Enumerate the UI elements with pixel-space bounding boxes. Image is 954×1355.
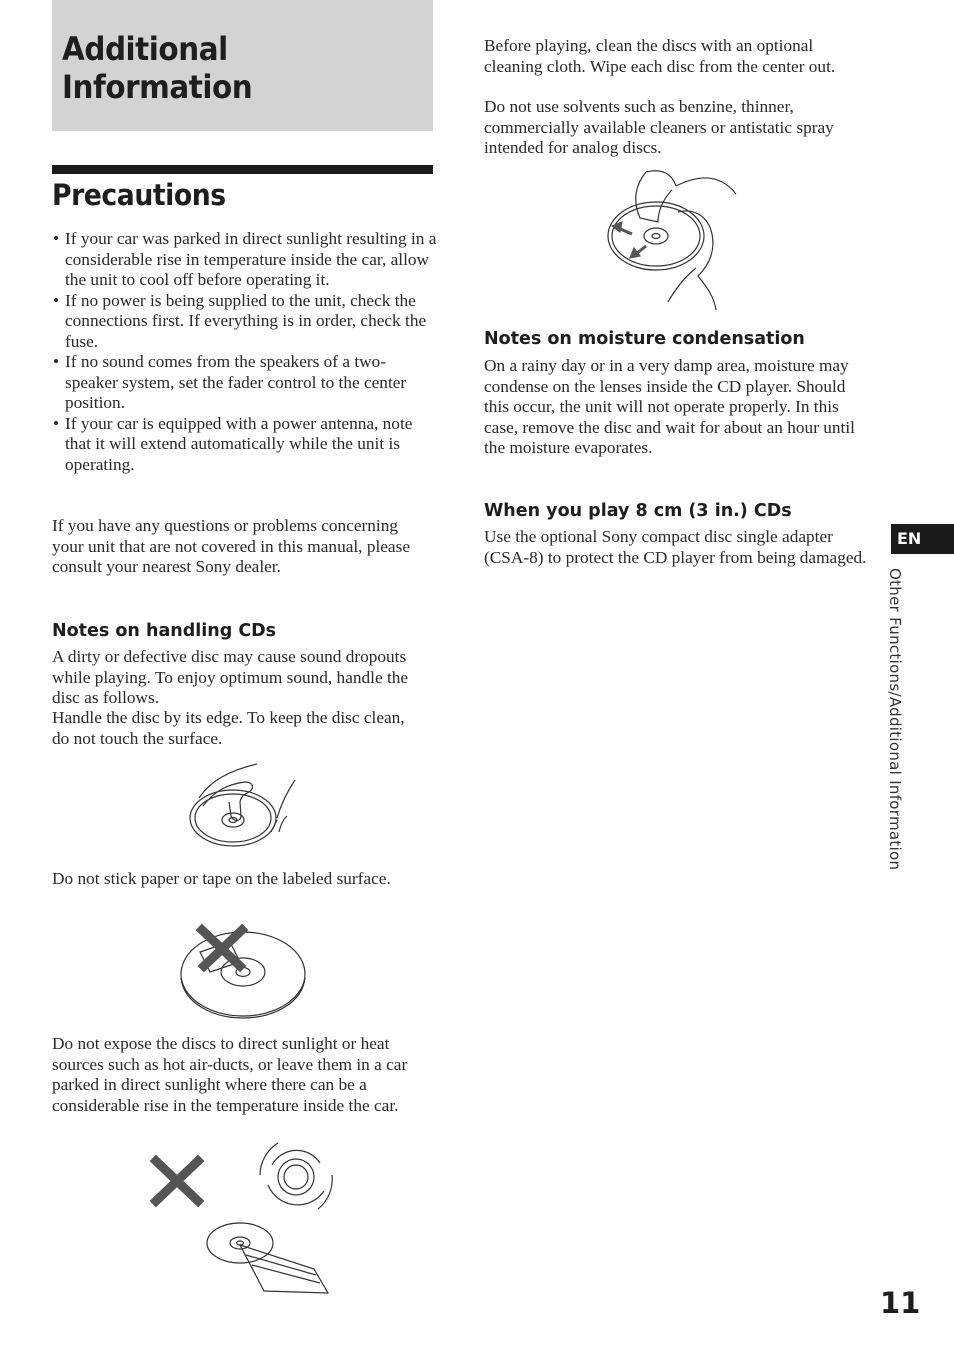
section-title	[62, 30, 393, 106]
hand-holding-disc-illustration	[185, 758, 300, 853]
precaution-item: • If your car was parked in direct sunlight resulting in a considerable rise in temperature inside the car, allow the unit to cool off before operating it.	[52, 229, 437, 291]
small-cd-heading: When you play 8 cm (3 in.) CDs	[484, 501, 792, 521]
small-cd-paragraph: Use the optional Sony compact disc single adapter (CSA-8) to protect the CD player from being damaged.	[484, 527, 867, 567]
precaution-item: • If no sound comes from the speakers of a two-speaker system, set the fader control to the center position.	[52, 352, 437, 414]
moisture-paragraph: On a rainy day or in a very damp area, moisture may condense on the lenses inside the CD player. Should this occur, the unit will not operate properly. In this case, remove the disc and wait for about an hour until the moisture evaporates.	[484, 356, 855, 457]
questions-paragraph: If you have any questions or problems concerning your unit that are not covered in this manual, please consult your nearest Sony dealer.	[52, 516, 410, 576]
handling-cds-heading: Notes on handling CDs	[52, 621, 277, 641]
precautions-heading: Precautions	[52, 178, 226, 212]
handling-paragraph-1: A dirty or defective disc may cause sound dropouts while playing. To enjoy optimum sound, handle the disc as follows.	[52, 647, 409, 707]
no-tape-on-disc-illustration	[178, 922, 310, 1020]
handling-paragraph-2: Handle the disc by its edge. To keep the disc clean, do not touch the surface.	[52, 708, 405, 748]
page-number: 11	[880, 1286, 921, 1320]
handling-paragraph-4: Do not expose the discs to direct sunlight or heat sources such as hot air-ducts, or leave them in a car parked in direct sunlight where there can be a considerable rise in the temperature inside the car.	[52, 1034, 408, 1115]
cleaning-paragraph-1: Before playing, clean the discs with an optional cleaning cloth. Wipe each disc from the center out.	[484, 36, 836, 76]
section-side-label: Other Functions/Additional Information	[886, 568, 904, 871]
section-title-line-1: Additional	[62, 30, 228, 68]
moisture-heading: Notes on moisture condensation	[484, 329, 805, 349]
cleaning-paragraph-2: Do not use solvents such as benzine, thinner, commercially available cleaners or antistatic spray intended for analog discs.	[484, 97, 834, 157]
section-title-line-2: Information	[62, 68, 253, 106]
precautions-list	[52, 229, 437, 475]
precaution-item: • If your car is equipped with a power antenna, note that it will extend automatically while the unit is operating.	[52, 414, 437, 476]
no-heat-illustration	[148, 1145, 338, 1303]
section-rule	[52, 165, 433, 174]
language-tab: EN	[891, 524, 954, 554]
cleaning-disc-illustration	[606, 164, 740, 312]
handling-paragraph-3: Do not stick paper or tape on the labeled surface.	[52, 869, 391, 888]
precaution-item: • If no power is being supplied to the unit, check the connections first. If everything is in order, check the fuse.	[52, 291, 437, 353]
